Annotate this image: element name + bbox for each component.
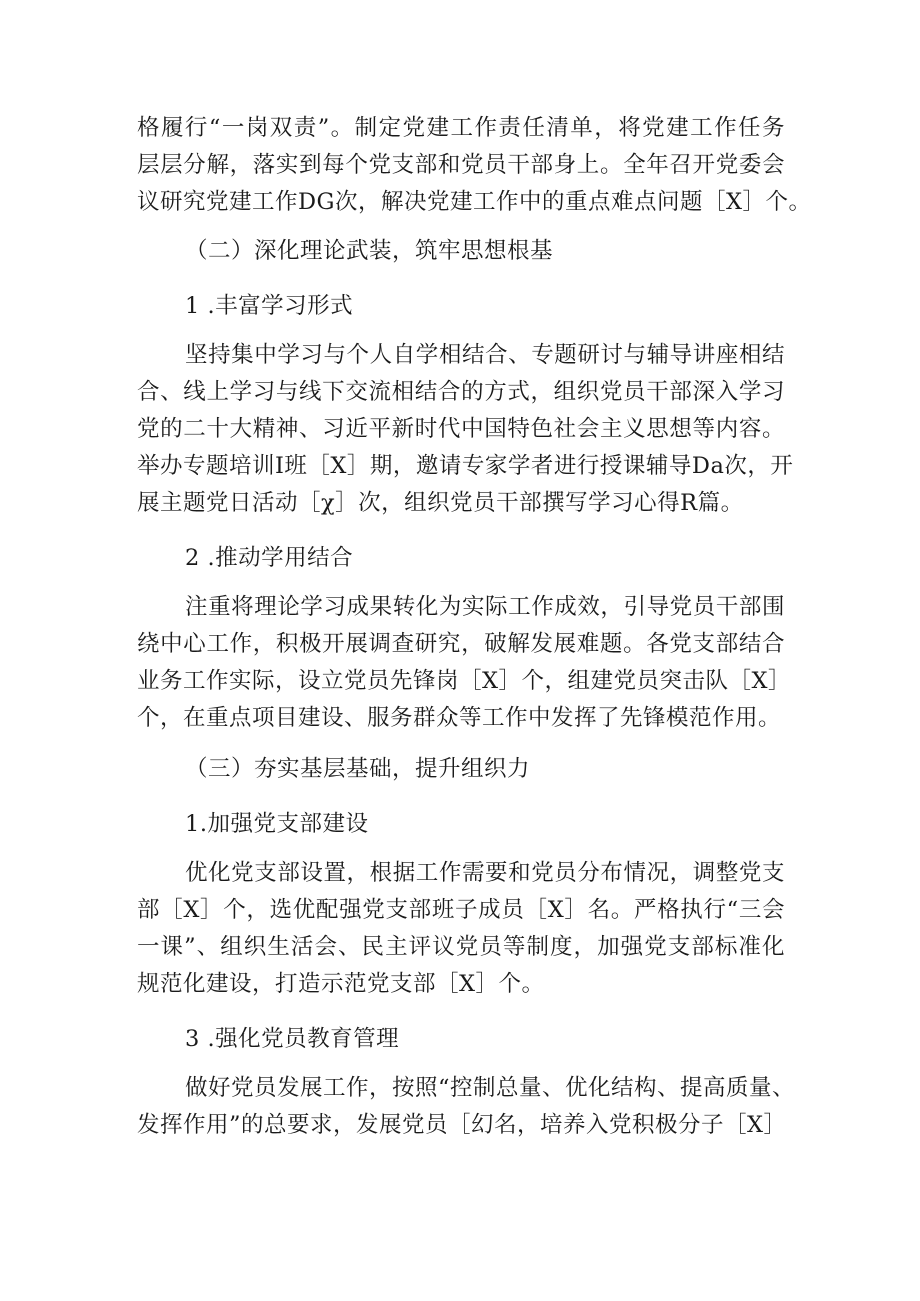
paragraph-line: 一课”、组织生活会、民主评议党员等制度，加强党支部标准化 [137, 934, 785, 960]
paragraph-line: 发挥作用”的总要求，发展党员［幻名，培养入党积极分子［X］ [137, 1112, 787, 1138]
paragraph-line: 规范化建设，打造示范党支部［X］个。 [137, 971, 545, 997]
paragraph-line: 个，在重点项目建设、服务群众等工作中发挥了先锋模范作用。 [137, 705, 782, 731]
section-heading: （二）深化理论武装，筑牢思想根基 [185, 238, 554, 264]
paragraph-line: 层层分解，落实到每个党支部和党员干部身上。全年召开党委会 [137, 152, 785, 178]
subsection-heading: 1.加强党支部建设 [185, 811, 369, 837]
subsection-heading: 1 .丰富学习形式 [185, 293, 354, 319]
paragraph-line: 注重将理论学习成果转化为实际工作成效，引导党员干部围 [185, 594, 785, 620]
paragraph-line: 格履行“一岗双责”。制定党建工作责任清单，将党建工作任务 [137, 115, 785, 141]
paragraph-line: 部［X］个，选优配强党支部班子成员［X］名。严格执行“三会 [137, 897, 785, 923]
subsection-heading: 2 .推动学用结合 [185, 545, 354, 571]
paragraph-line: 举办专题培训I班［X］期，邀请专家学者进行授课辅导Da次，开 [137, 453, 794, 479]
paragraph-line: 做好党员发展工作，按照“控制总量、优化结构、提高质量、 [185, 1075, 796, 1101]
paragraph-line: 展主题党日活动［χ］次，组织党员干部撰写学习心得R篇。 [137, 490, 744, 516]
paragraph-line: 优化党支部设置，根据工作需要和党员分布情况，调整党支 [185, 860, 785, 886]
paragraph-line: 合、线上学习与线下交流相结合的方式，组织党员干部深入学习 [137, 379, 785, 405]
paragraph-line: 坚持集中学习与个人自学相结合、专题研讨与辅导讲座相结 [185, 342, 785, 368]
paragraph-line: 议研究党建工作DG次，解决党建工作中的重点难点问题［X］个。 [137, 189, 812, 215]
subsection-heading: 3 .强化党员教育管理 [185, 1026, 400, 1052]
paragraph-line: 绕中心工作，积极开展调查研究，破解发展难题。各党支部结合 [137, 631, 785, 657]
paragraph-line: 党的二十大精神、习近平新时代中国特色社会主义思想等内容。 [137, 416, 785, 442]
paragraph-line: 业务工作实际，设立党员先锋岗［X］个，组建党员突击队［X］ [137, 668, 792, 694]
section-heading: （三）夯实基层基础，提升组织力 [185, 756, 531, 782]
